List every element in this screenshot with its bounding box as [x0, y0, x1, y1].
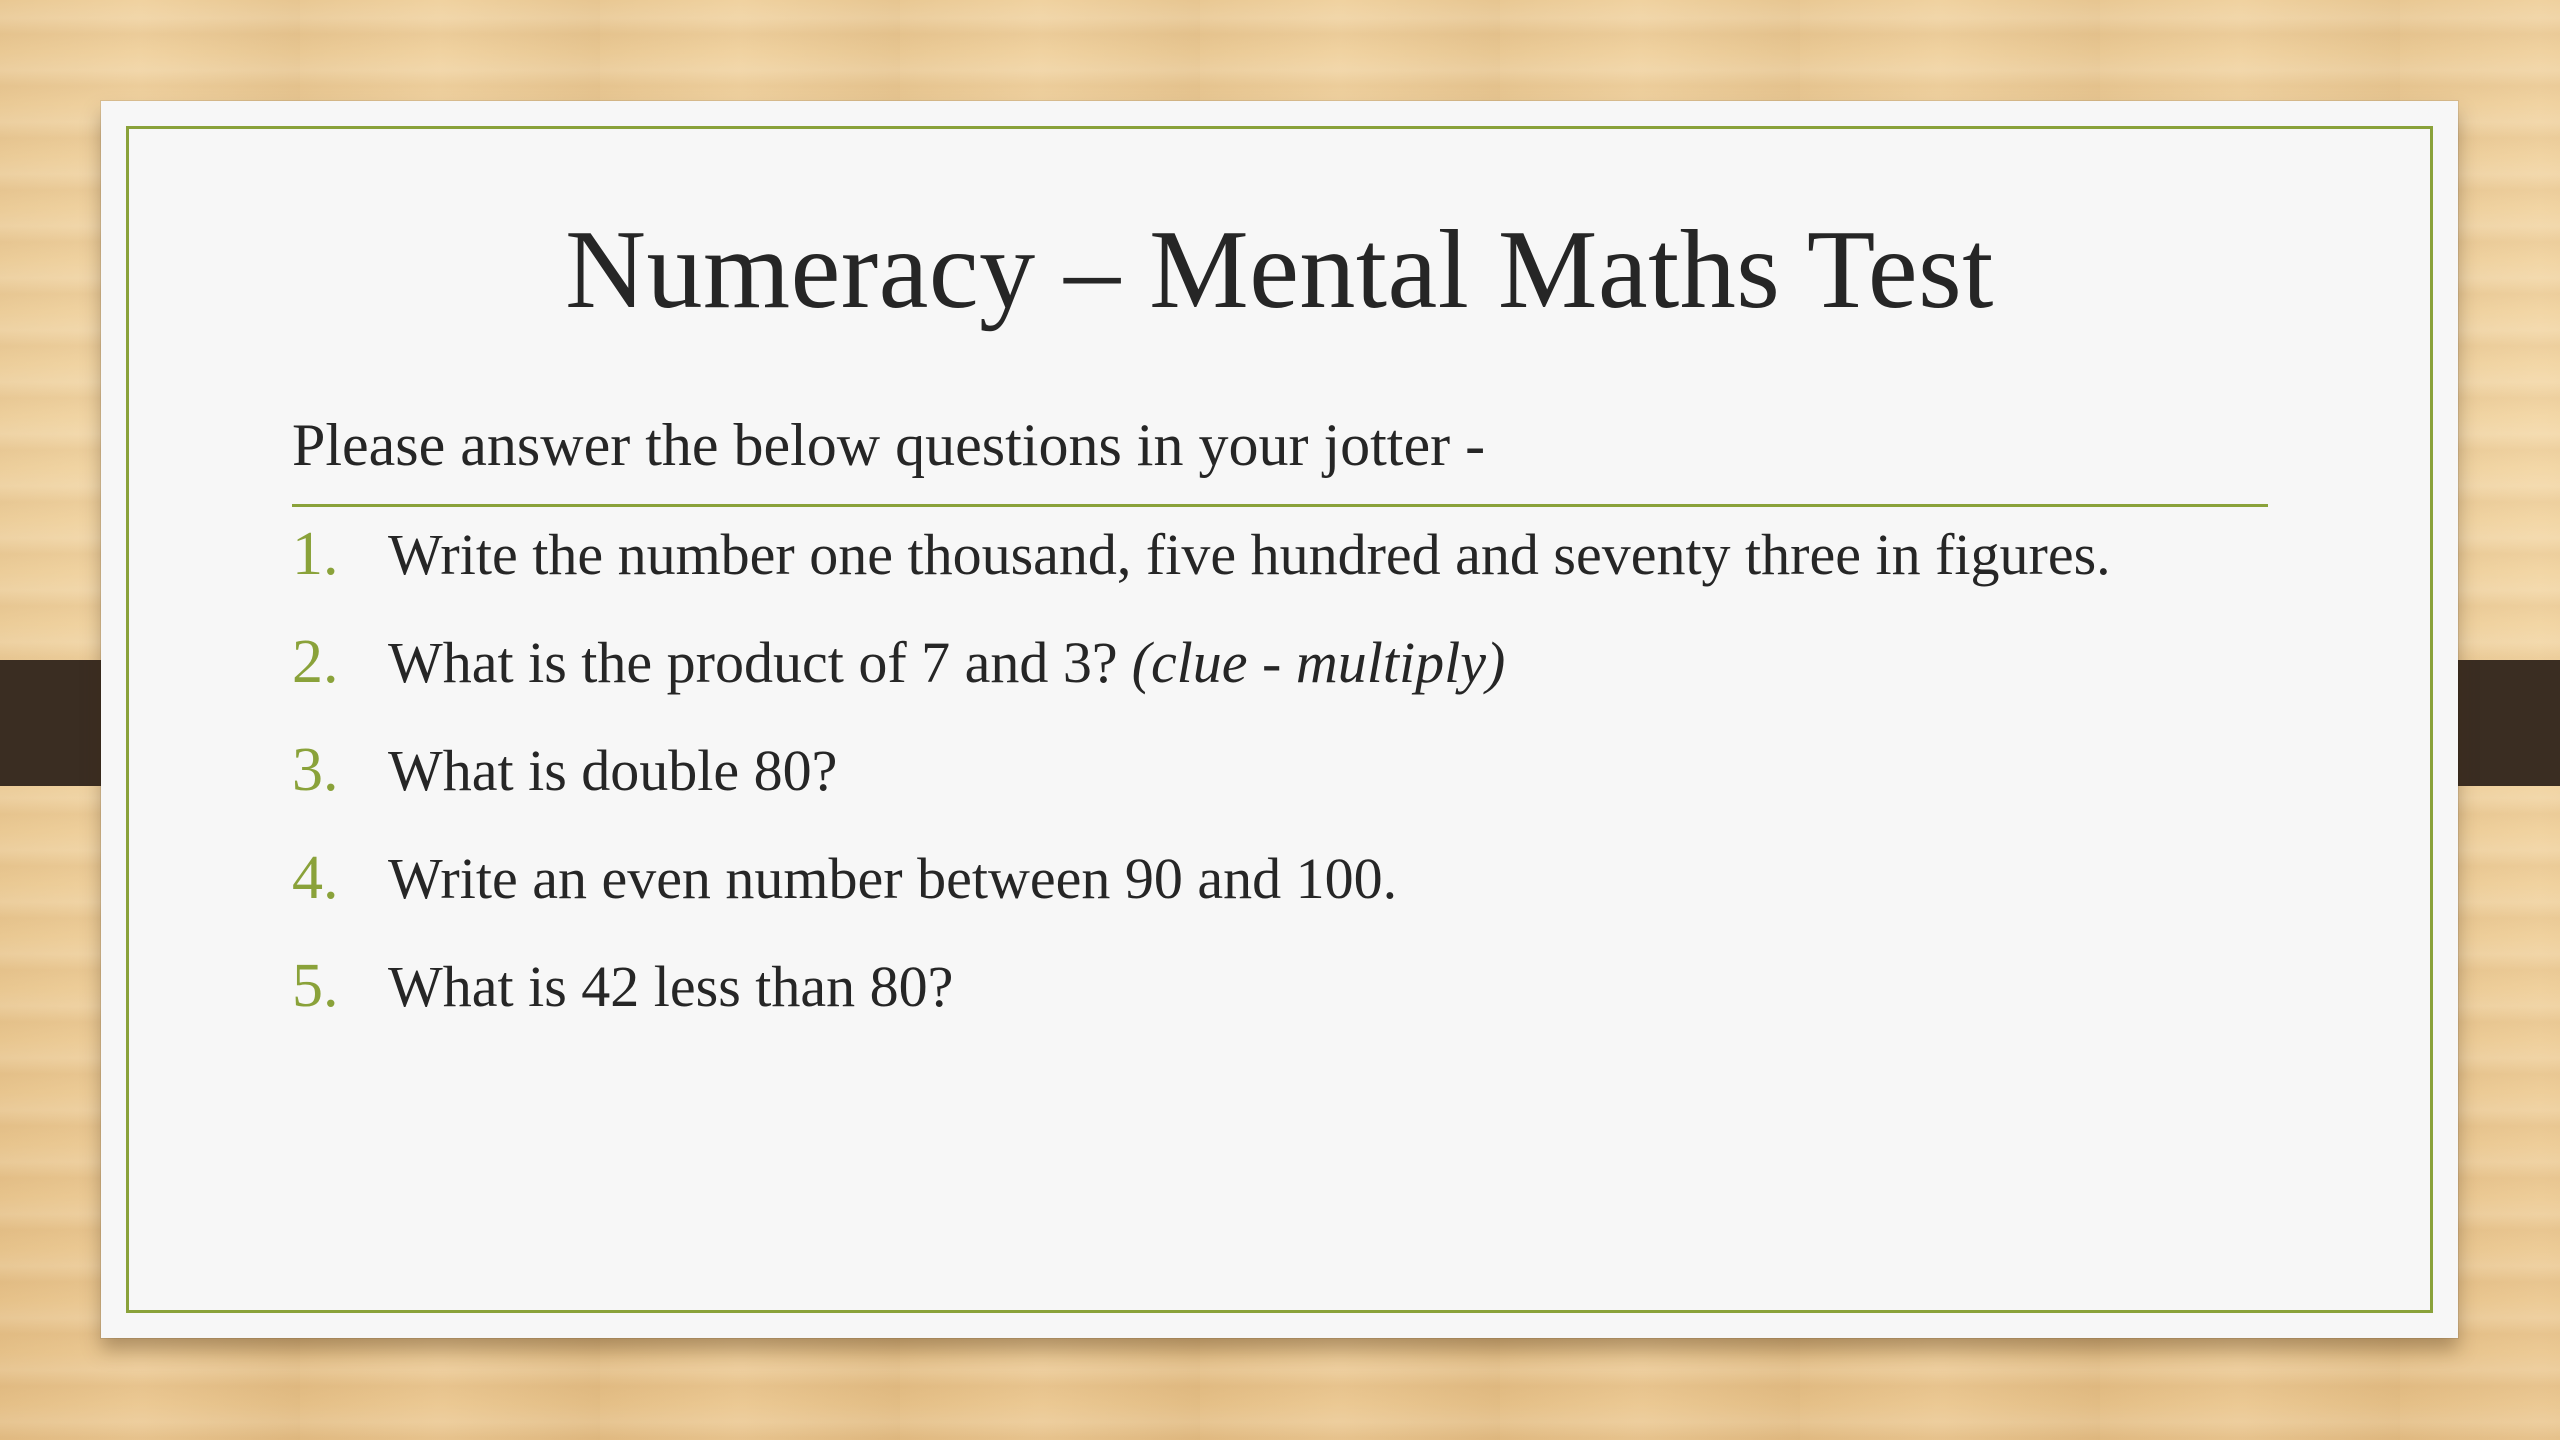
question-text: What is double 80? — [388, 738, 838, 803]
question-number: 1. — [292, 520, 339, 588]
question-text: What is 42 less than 80? — [388, 954, 954, 1019]
slide-title: Numeracy – Mental Maths Test — [565, 208, 1994, 332]
question-number: 4. — [292, 844, 339, 912]
question-number: 2. — [292, 628, 339, 696]
question-text: Write the number one thousand, five hundred and seventy three in figures. — [388, 522, 2111, 587]
question-item — [292, 627, 2111, 735]
intro-divider — [292, 504, 2268, 507]
question-text: Write an even number between 90 and 100. — [388, 846, 1398, 911]
question-text: What is the product of 7 and 3? — [388, 630, 1118, 695]
question-item — [292, 843, 2111, 951]
question-item — [292, 951, 2111, 1059]
question-item — [292, 519, 2111, 627]
question-hint: (clue - multiply) — [1131, 630, 1506, 695]
question-list — [292, 519, 2111, 1059]
question-number: 3. — [292, 736, 339, 804]
question-item — [292, 735, 2111, 843]
slide-card — [101, 101, 2458, 1338]
intro-text: Please answer the below questions in your jotter - — [292, 412, 1486, 478]
question-number: 5. — [292, 952, 339, 1020]
